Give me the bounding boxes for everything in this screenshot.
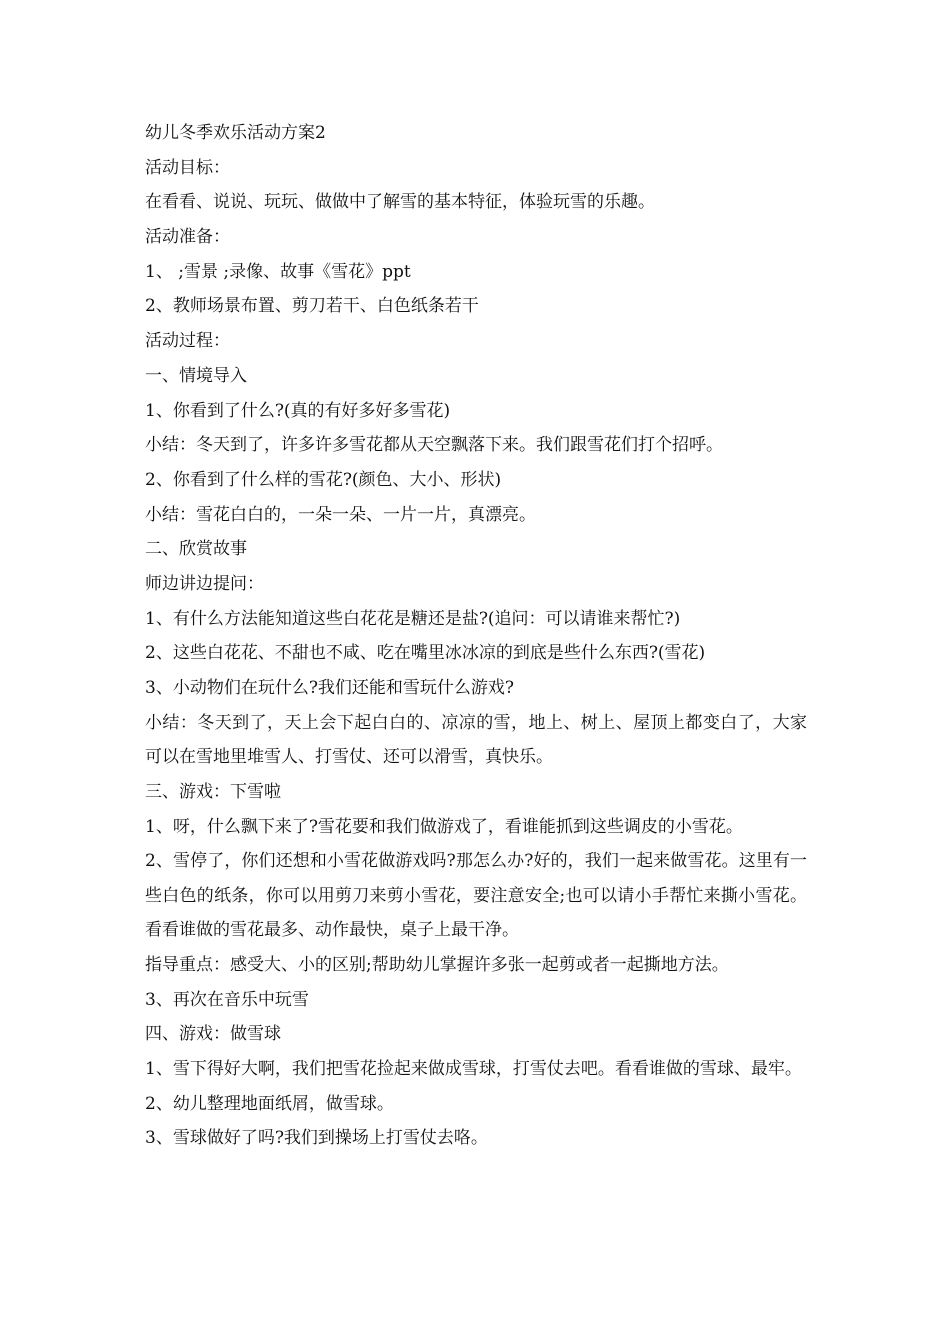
section-2-heading: 二、欣赏故事 <box>145 539 247 560</box>
goal-text: 在看看、说说、玩玩、做做中了解雪的基本特征，体验玩雪的乐趣。 <box>145 192 655 213</box>
section-3-focus: 指导重点：感受大、小的区别;帮助幼儿掌握许多张一起剪或者一起撕地方法。 <box>145 955 729 976</box>
section-1-summary-2: 小结：雪花白白的，一朵一朵、一片一片，真漂亮。 <box>145 504 536 525</box>
document-body <box>145 122 807 1162</box>
section-2-item-3: 3、小动物们在玩什么?我们还能和雪玩什么游戏? <box>145 678 515 698</box>
section-1-summary-1: 小结：冬天到了，许多许多雪花都从天空飘落下来。我们跟雪花们打个招呼。 <box>145 435 723 456</box>
section-1-item-2: 2、你看到了什么样的雪花?(颜色、大小、形状) <box>145 469 502 490</box>
heading-prep: 活动准备： <box>145 227 230 248</box>
section-4-item-2: 2、幼儿整理地面纸屑，做雪球。 <box>145 1093 394 1114</box>
section-3-item-1: 1、呀，什么飘下来了?雪花要和我们做游戏了，看谁能抓到这些调皮的小雪花。 <box>145 816 743 837</box>
section-2-intro: 师边讲边提问： <box>145 573 264 594</box>
section-4-heading: 四、游戏：做雪球 <box>145 1024 281 1045</box>
section-2-summary: 小结：冬天到了，天上会下起白白的、凉凉的雪，地上、树上、屋顶上都变白了，大家可以在雪地里堆雪人、打雪仗、还可以滑雪，真快乐。 <box>145 712 807 768</box>
prep-item-2: 2、教师场景布置、剪刀若干、白色纸条若干 <box>145 296 479 317</box>
section-4-item-3: 3、雪球做好了吗?我们到操场上打雪仗去咯。 <box>145 1128 488 1149</box>
document-title: 幼儿冬季欢乐活动方案2 <box>145 123 326 143</box>
section-4-item-1: 1、雪下得好大啊，我们把雪花捡起来做成雪球，打雪仗去吧。看看谁做的雪球、最牢。 <box>145 1059 802 1080</box>
heading-process: 活动过程： <box>145 331 230 352</box>
section-1-item-1: 1、你看到了什么?(真的有好多好多雪花) <box>145 400 451 421</box>
section-3-item-2: 2、雪停了，你们还想和小雪花做游戏吗?那怎么办?好的，我们一起来做雪花。这里有一些白色的纸条，你可以用剪刀来剪小雪花，要注意安全;也可以请小手帮忙来撕小雪花。看看谁做的雪花最多、动作最快，桌子上最干净。 <box>145 851 807 941</box>
section-3-item-3: 3、再次在音乐中玩雪 <box>145 989 309 1010</box>
section-1-heading: 一、情境导入 <box>145 365 247 386</box>
prep-item-1: 1、 ;雪景 ;录像、故事《雪花》ppt <box>145 261 411 282</box>
heading-goal: 活动目标： <box>145 157 230 178</box>
section-2-item-1: 1、有什么方法能知道这些白花花是糖还是盐?(追问：可以请谁来帮忙?) <box>145 608 681 629</box>
section-2-item-2: 2、这些白花花、不甜也不咸、吃在嘴里冰冰凉的到底是些什么东西?(雪花) <box>145 643 706 664</box>
section-3-heading: 三、游戏：下雪啦 <box>145 781 281 802</box>
